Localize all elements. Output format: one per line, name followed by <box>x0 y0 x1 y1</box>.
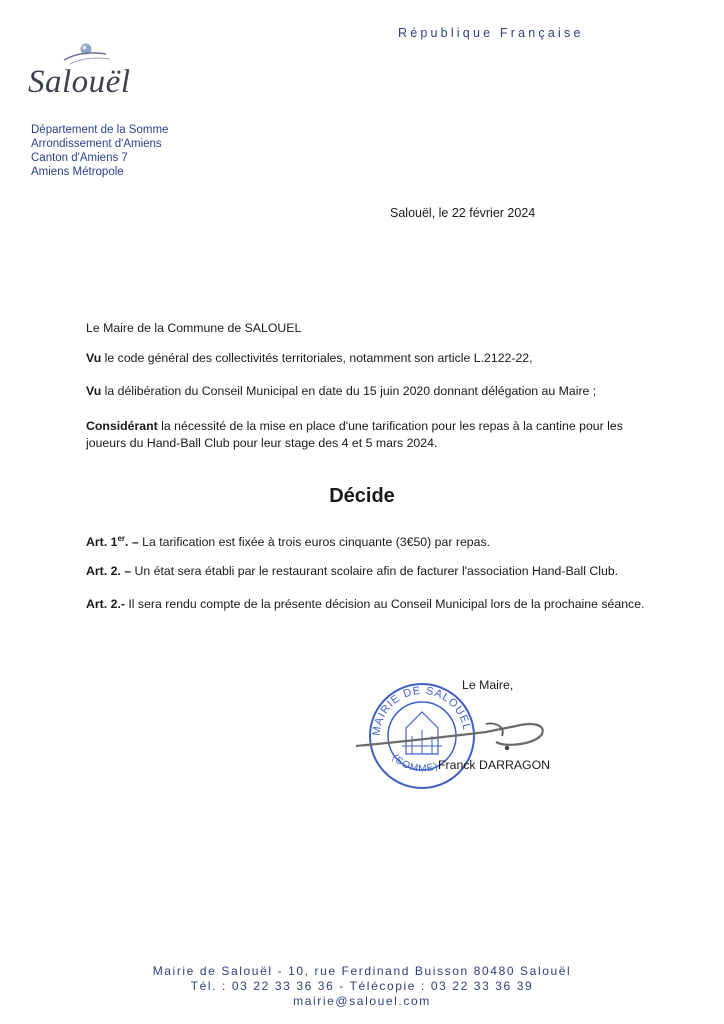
considerant-keyword: Considérant <box>86 419 158 433</box>
article-label: Art. 2.- <box>86 597 125 611</box>
republique-francaise-header: République Française <box>398 26 584 40</box>
signature-label: Le Maire, <box>462 678 514 692</box>
logo-wordmark: Salouël <box>28 64 131 100</box>
vu-keyword: Vu <box>86 351 102 365</box>
vu-paragraph-2 <box>86 383 646 400</box>
intro-line: Le Maire de la Commune de SALOUEL <box>86 321 302 335</box>
article-3 <box>86 596 646 613</box>
footer-address: Mairie de Salouël - 10, rue Ferdinand Buisson 80480 Salouël <box>152 964 572 978</box>
footer-email: mairie@salouel.com <box>293 994 431 1008</box>
stamp-top-text: MAIRIE DE SALOUEL <box>370 684 473 737</box>
admin-line: Canton d'Amiens 7 <box>31 152 128 164</box>
signer-name: Franck DARRAGON <box>438 758 551 772</box>
article-1 <box>86 530 646 551</box>
vu-text: le code général des collectivités territoriales, notamment son article L.2122-22, <box>101 351 533 365</box>
article-label: Art. 1er. – <box>86 534 139 550</box>
footer-phone: Tél. : 03 22 33 36 36 - Télécopie : 03 22 33 36 39 <box>190 979 534 993</box>
considerant-text: la nécessité de la mise en place d'une tarification pour les repas à la cantine pour les joueurs du Hand-Ball Club pour leur stage des 4 et 5 mars 2024. <box>86 419 623 450</box>
date-line: Salouël, le 22 février 2024 <box>390 206 536 220</box>
svg-text:(SOMME) <box>390 752 441 774</box>
article-text: Un état sera établi par le restaurant scolaire afin de facturer l'association Hand-Ball Club. <box>131 564 619 578</box>
decide-title: Décide <box>329 485 395 507</box>
considerant-paragraph <box>86 418 646 452</box>
vu-paragraph-1 <box>86 350 646 367</box>
article-label: Art. 2. – <box>86 564 132 578</box>
admin-line: Département de la Somme <box>31 124 169 136</box>
admin-line: Arrondissement d'Amiens <box>31 138 162 150</box>
article-text: Il sera rendu compte de la présente décision au Conseil Municipal lors de la prochaine séance. <box>124 597 645 611</box>
article-2 <box>86 563 646 580</box>
vu-text: la délibération du Conseil Municipal en date du 15 juin 2020 donnant délégation au Maire ; <box>101 384 597 398</box>
svg-text:MAIRIE DE SALOUEL <box>371 685 473 737</box>
admin-line: Amiens Métropole <box>31 166 124 178</box>
administrative-block <box>31 123 168 179</box>
vu-keyword: Vu <box>86 384 102 398</box>
mairie-stamp-icon <box>356 676 566 794</box>
stamp-bottom-text: (SOMME) <box>389 752 441 775</box>
article-text: La tarification est fixée à trois euros cinquante (3€50) par repas. <box>138 535 491 550</box>
